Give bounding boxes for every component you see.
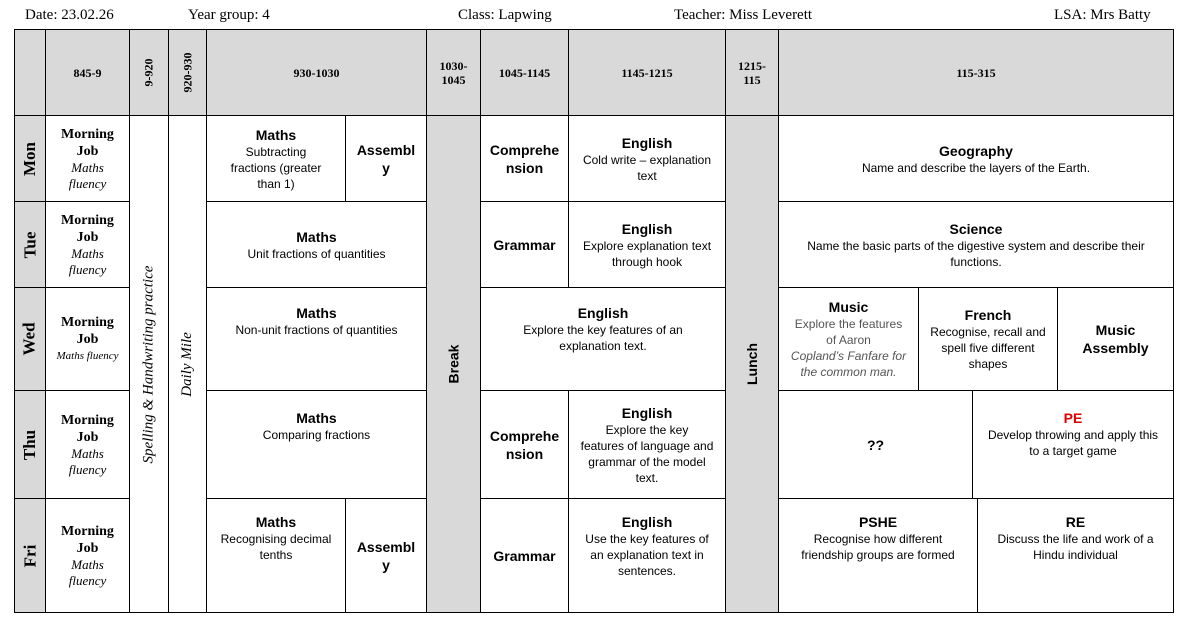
header-corner xyxy=(14,29,46,116)
date-label: Date: 23.02.26 xyxy=(25,7,114,23)
lunch-block: Lunch xyxy=(725,115,779,613)
break-block: Break xyxy=(426,115,481,613)
wed-french: French Recognise, recall and spell five different shapes xyxy=(918,287,1058,391)
time-slot-9: 9-920 xyxy=(129,29,169,116)
time-slot-1145: 1145-1215 xyxy=(568,29,726,116)
morning-job-wed: Morning Job Maths fluency xyxy=(45,287,130,391)
mon-comprehension: Comprehe nsion xyxy=(480,115,569,202)
lsa-label: LSA: Mrs Batty xyxy=(1054,7,1151,23)
time-slot-1045: 1045-1145 xyxy=(480,29,569,116)
fri-re: RE Discuss the life and work of a Hindu individual xyxy=(977,498,1174,613)
time-slot-115: 115-315 xyxy=(778,29,1174,116)
time-slot-1030: 1030- 1045 xyxy=(426,29,481,116)
mon-english: English Cold write – explanation text xyxy=(568,115,726,202)
thu-pe: PE Develop throwing and apply this to a target game xyxy=(972,390,1174,499)
morning-job-tue: Morning Job Maths fluency xyxy=(45,201,130,288)
morning-job-mon: Morning Job Maths fluency xyxy=(45,115,130,202)
tue-maths: Maths Unit fractions of quantities xyxy=(206,201,427,288)
day-fri: Fri xyxy=(14,498,46,613)
thu-english: English Explore the key features of language and grammar of the model text. xyxy=(568,390,726,499)
thu-unknown: ?? xyxy=(778,390,973,499)
day-thu: Thu xyxy=(14,390,46,499)
spelling-handwriting-block: Spelling & Handwriting practice xyxy=(129,115,169,613)
time-slot-1215: 1215- 115 xyxy=(725,29,779,116)
wed-english: English Explore the key features of an explanation text. xyxy=(480,287,726,391)
fri-assembly: Assembl y xyxy=(345,498,427,613)
morning-job-thu: Morning Job Maths fluency xyxy=(45,390,130,499)
wed-music: Music Explore the features of Aaron Copland’s Fanfare for the common man. xyxy=(778,287,919,391)
class-label: Class: Lapwing xyxy=(458,7,552,23)
teacher-label: Teacher: Miss Leverett xyxy=(674,7,813,23)
fri-maths: Maths Recognising decimal tenths xyxy=(206,498,346,613)
fri-pshe: PSHE Recognise how different friendship groups are formed xyxy=(778,498,978,613)
time-slot-920: 920-930 xyxy=(168,29,207,116)
morning-job-fri: Morning Job Maths fluency xyxy=(45,498,130,613)
tue-science: Science Name the basic parts of the digestive system and describe their functions. xyxy=(778,201,1174,288)
mon-maths: Maths Subtracting fractions (greater than 1) xyxy=(206,115,346,202)
year-group-label: Year group: 4 xyxy=(188,7,270,23)
fri-grammar: Grammar xyxy=(480,498,569,613)
mon-geography: Geography Name and describe the layers of the Earth. xyxy=(778,115,1174,202)
thu-maths: Maths Comparing fractions xyxy=(206,390,427,499)
day-tue: Tue xyxy=(14,201,46,288)
wed-music-assembly: Music Assembly xyxy=(1057,287,1174,391)
tue-grammar: Grammar xyxy=(480,201,569,288)
daily-mile-block: Daily Mile xyxy=(168,115,207,613)
day-wed: Wed xyxy=(14,287,46,391)
fri-english: English Use the key features of an explanation text in sentences. xyxy=(568,498,726,613)
mon-assembly: Assembl y xyxy=(345,115,427,202)
time-slot-845: 845-9 xyxy=(45,29,130,116)
thu-comprehension: Comprehe nsion xyxy=(480,390,569,499)
wed-maths: Maths Non-unit fractions of quantities xyxy=(206,287,427,391)
day-mon: Mon xyxy=(14,115,46,202)
tue-english: English Explore explanation text through hook xyxy=(568,201,726,288)
time-slot-930: 930-1030 xyxy=(206,29,427,116)
